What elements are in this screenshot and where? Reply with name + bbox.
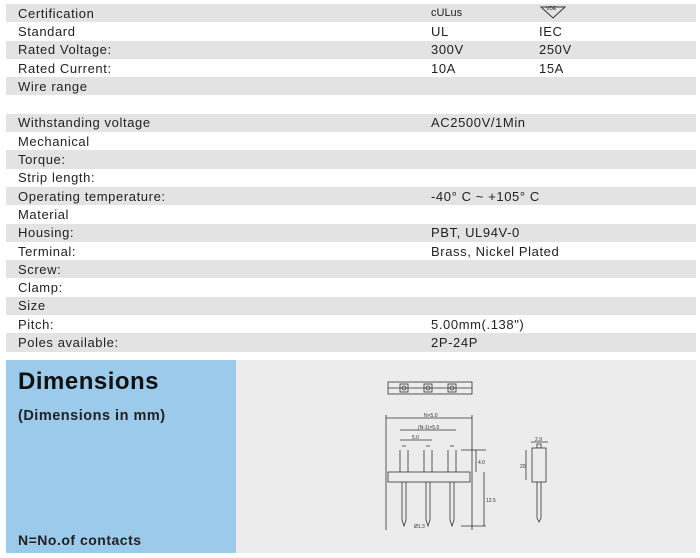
spec-label: Poles available: xyxy=(18,334,119,350)
spec-row xyxy=(6,169,696,187)
spec-row xyxy=(6,260,696,278)
spec-value-ul: UL xyxy=(431,23,449,39)
spec-value-ul: PBT, UL94V-0 xyxy=(431,225,520,241)
side-view xyxy=(526,442,548,522)
spec-row xyxy=(6,150,696,168)
spec-value-iec: 15A xyxy=(539,60,564,76)
vde-mark-icon xyxy=(539,5,567,22)
spec-row xyxy=(6,59,696,77)
spec-row xyxy=(6,297,696,315)
spec-row xyxy=(6,41,696,59)
spec-value-ul: 5.00mm(.138") xyxy=(431,316,525,332)
spec-row xyxy=(6,187,696,205)
spec-value-ul: Brass, Nickel Plated xyxy=(431,243,560,259)
spec-label: Standard xyxy=(18,23,76,39)
spec-label: Wire range xyxy=(18,78,88,94)
spec-value-ul: AC2500V/1Min xyxy=(431,115,526,131)
ul-mark-icon: cULus xyxy=(431,7,463,20)
spec-value-iec: IEC xyxy=(539,23,563,39)
dimensions-subtitle: (Dimensions in mm) xyxy=(18,408,166,424)
spec-value-ul: 2P-24P xyxy=(431,334,478,350)
dim-side-label: 20 xyxy=(520,464,526,470)
spec-label: Withstanding voltage xyxy=(18,115,151,131)
spec-row xyxy=(6,95,696,113)
spec-row xyxy=(6,224,696,242)
spec-row xyxy=(6,4,696,22)
dim-total-label: N×5.0 xyxy=(424,413,438,419)
top-view xyxy=(388,382,472,394)
dim-pitch-label: 5.0 xyxy=(412,435,419,441)
spec-row xyxy=(6,333,696,351)
spec-table xyxy=(6,4,696,352)
spec-label: Material xyxy=(18,206,70,222)
technical-drawing xyxy=(236,360,696,553)
spec-label: Rated Current: xyxy=(18,60,112,76)
spec-value-ul: 10A xyxy=(431,60,456,76)
dim-pin-label: 12.5 xyxy=(486,498,496,504)
dimensions-panel xyxy=(6,360,236,553)
dim-width-label: 2.9 xyxy=(535,437,542,443)
spec-row xyxy=(6,315,696,333)
dimensions-title: Dimensions xyxy=(18,368,160,395)
spec-label: Size xyxy=(18,298,46,314)
spec-label: Terminal: xyxy=(18,243,77,259)
spec-row xyxy=(6,205,696,223)
spec-value-ul: 300V xyxy=(431,42,464,58)
spec-row xyxy=(6,77,696,95)
dim-head-label: 4.0 xyxy=(478,460,485,466)
spec-row xyxy=(6,278,696,296)
spec-label: Torque: xyxy=(18,152,66,168)
spec-row xyxy=(6,114,696,132)
spec-row xyxy=(6,132,696,150)
drawing-panel xyxy=(236,360,696,553)
spec-label: Strip length: xyxy=(18,170,96,186)
spec-label: Operating temperature: xyxy=(18,188,166,204)
spec-row xyxy=(6,22,696,40)
vde-mark-label: VDE xyxy=(546,5,557,12)
spec-label: Housing: xyxy=(18,225,75,241)
spec-label: Rated Voltage: xyxy=(18,42,112,58)
spec-label: Certification xyxy=(18,5,95,21)
spec-row xyxy=(6,242,696,260)
spec-label: Screw: xyxy=(18,261,62,277)
front-view xyxy=(386,415,486,530)
spec-value-ul: -40° C ~ +105° C xyxy=(431,188,540,204)
dim-span-label: (N-1)×5.0 xyxy=(418,425,440,431)
spec-label: Mechanical xyxy=(18,133,90,149)
spec-label: Clamp: xyxy=(18,280,63,296)
dim-hole-label: Ø1.3 xyxy=(414,524,425,530)
spec-label: Pitch: xyxy=(18,316,55,332)
spec-value-iec: 250V xyxy=(539,42,572,58)
contacts-note: N=No.of contacts xyxy=(18,532,142,548)
